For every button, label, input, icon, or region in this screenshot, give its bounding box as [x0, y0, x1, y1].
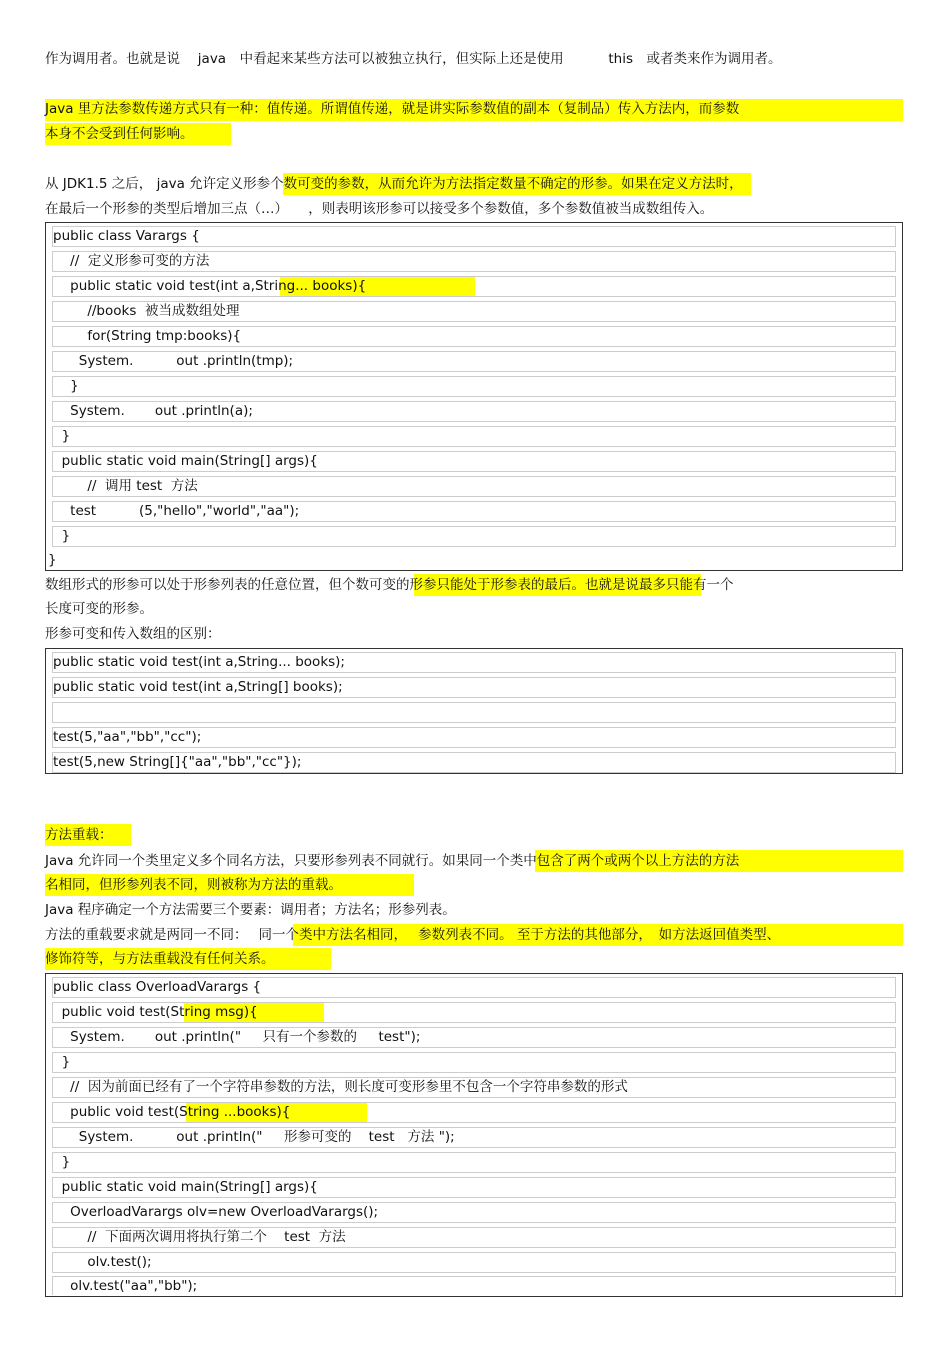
code-line: System. out .println(tmp);	[52, 351, 896, 372]
code-line: // 下面两次调用将执行第二个 test 方法	[52, 1227, 896, 1248]
code-line: }	[52, 426, 896, 447]
paragraph-3a: 从 JDK1.5 之后， java 允许定义形参个数可变的参数，从而允许为方法指定数量不确定的形参。如果在定义方法时，	[45, 176, 743, 192]
code-line: public void test(String ...books){	[52, 1102, 896, 1123]
code-box-compare	[45, 648, 903, 774]
paragraph-9b: 修饰符等，与方法重载没有任何关系。	[45, 951, 275, 967]
code-line: olv.test("aa","bb");	[52, 1276, 896, 1295]
code-line: // 调用 test 方法	[52, 476, 896, 497]
code-line: olv.test();	[52, 1252, 896, 1273]
code-line: public void test(String msg){	[52, 1002, 896, 1023]
code-line: // 定义形参可变的方法	[52, 251, 896, 272]
code-line: public class Varargs {	[52, 226, 896, 247]
code-line: }	[52, 1152, 896, 1173]
paragraph-9a: 方法的重载要求就是两同一不同： 同一个类中方法名相同， 参数列表不同。 至于方法的其他部分， 如方法返回值类型、	[45, 927, 781, 943]
code-line: // 因为前面已经有了一个字符串参数的方法，则长度可变形参里不包含一个字符串参数的形式	[52, 1077, 896, 1098]
code-line: public static void test(int a,String... books){	[52, 276, 896, 297]
code-line: test (5,"hello","world","aa");	[52, 501, 896, 522]
paragraph-2b: 本身不会受到任何影响。	[45, 126, 194, 142]
code-line: for(String tmp:books){	[52, 326, 896, 347]
paragraph-2a: Java 里方法参数传递方式只有一种：值传递。所谓值传递，就是讲实际参数值的副本（复制品）传入方法内，而参数	[45, 101, 740, 117]
paragraph-3b: 在最后一个形参的类型后增加三点（…） ，则表明该形参可以接受多个参数值，多个参数值被当成数组传入。	[45, 201, 714, 217]
code-box-overload	[45, 973, 903, 1297]
code-line: //books 被当成数组处理	[52, 301, 896, 322]
paragraph-1: 作为调用者。也就是说 java 中看起来某些方法可以被独立执行，但实际上还是使用 this 或者类来作为调用者。	[45, 51, 782, 67]
paragraph-8: Java 程序确定一个方法需要三个要素：调用者；方法名；形参列表。	[45, 902, 456, 918]
code-line: }	[48, 552, 57, 568]
code-line: public static void main(String[] args){	[52, 1177, 896, 1198]
code-line: public static void test(int a,String... books);	[52, 652, 896, 673]
code-line: System. out .println(" 形参可变的 test 方法 ");	[52, 1127, 896, 1148]
code-line: }	[52, 526, 896, 547]
paragraph-4a: 数组形式的形参可以处于形参列表的任意位置，但个数可变的形参只能处于形参表的最后。也就是说最多只能有一个	[45, 577, 734, 593]
code-line: OverloadVarargs olv=new OverloadVarargs();	[52, 1202, 896, 1223]
code-line: public class OverloadVarargs {	[52, 977, 896, 998]
code-box-varargs	[45, 222, 903, 571]
paragraph-5: 形参可变和传入数组的区别：	[45, 626, 221, 642]
paragraph-7b: 名相同，但形参列表不同，则被称为方法的重载。	[45, 877, 342, 893]
code-line: System. out .println(" 只有一个参数的 test");	[52, 1027, 896, 1048]
code-line	[52, 702, 896, 723]
paragraph-4b: 长度可变的形参。	[45, 601, 153, 617]
code-line: public static void main(String[] args){	[52, 451, 896, 472]
paragraph-7a: Java 允许同一个类里定义多个同名方法，只要形参列表不同就行。如果同一个类中包含了两个或两个以上方法的方法	[45, 853, 740, 869]
section-heading-overload: 方法重载：	[45, 827, 113, 843]
code-line: System. out .println(a);	[52, 401, 896, 422]
code-line: public static void test(int a,String[] books);	[52, 677, 896, 698]
code-line: test(5,new String[]{"aa","bb","cc"});	[52, 752, 896, 773]
code-line: }	[52, 1052, 896, 1073]
code-line: test(5,"aa","bb","cc");	[52, 727, 896, 748]
code-line: }	[52, 376, 896, 397]
